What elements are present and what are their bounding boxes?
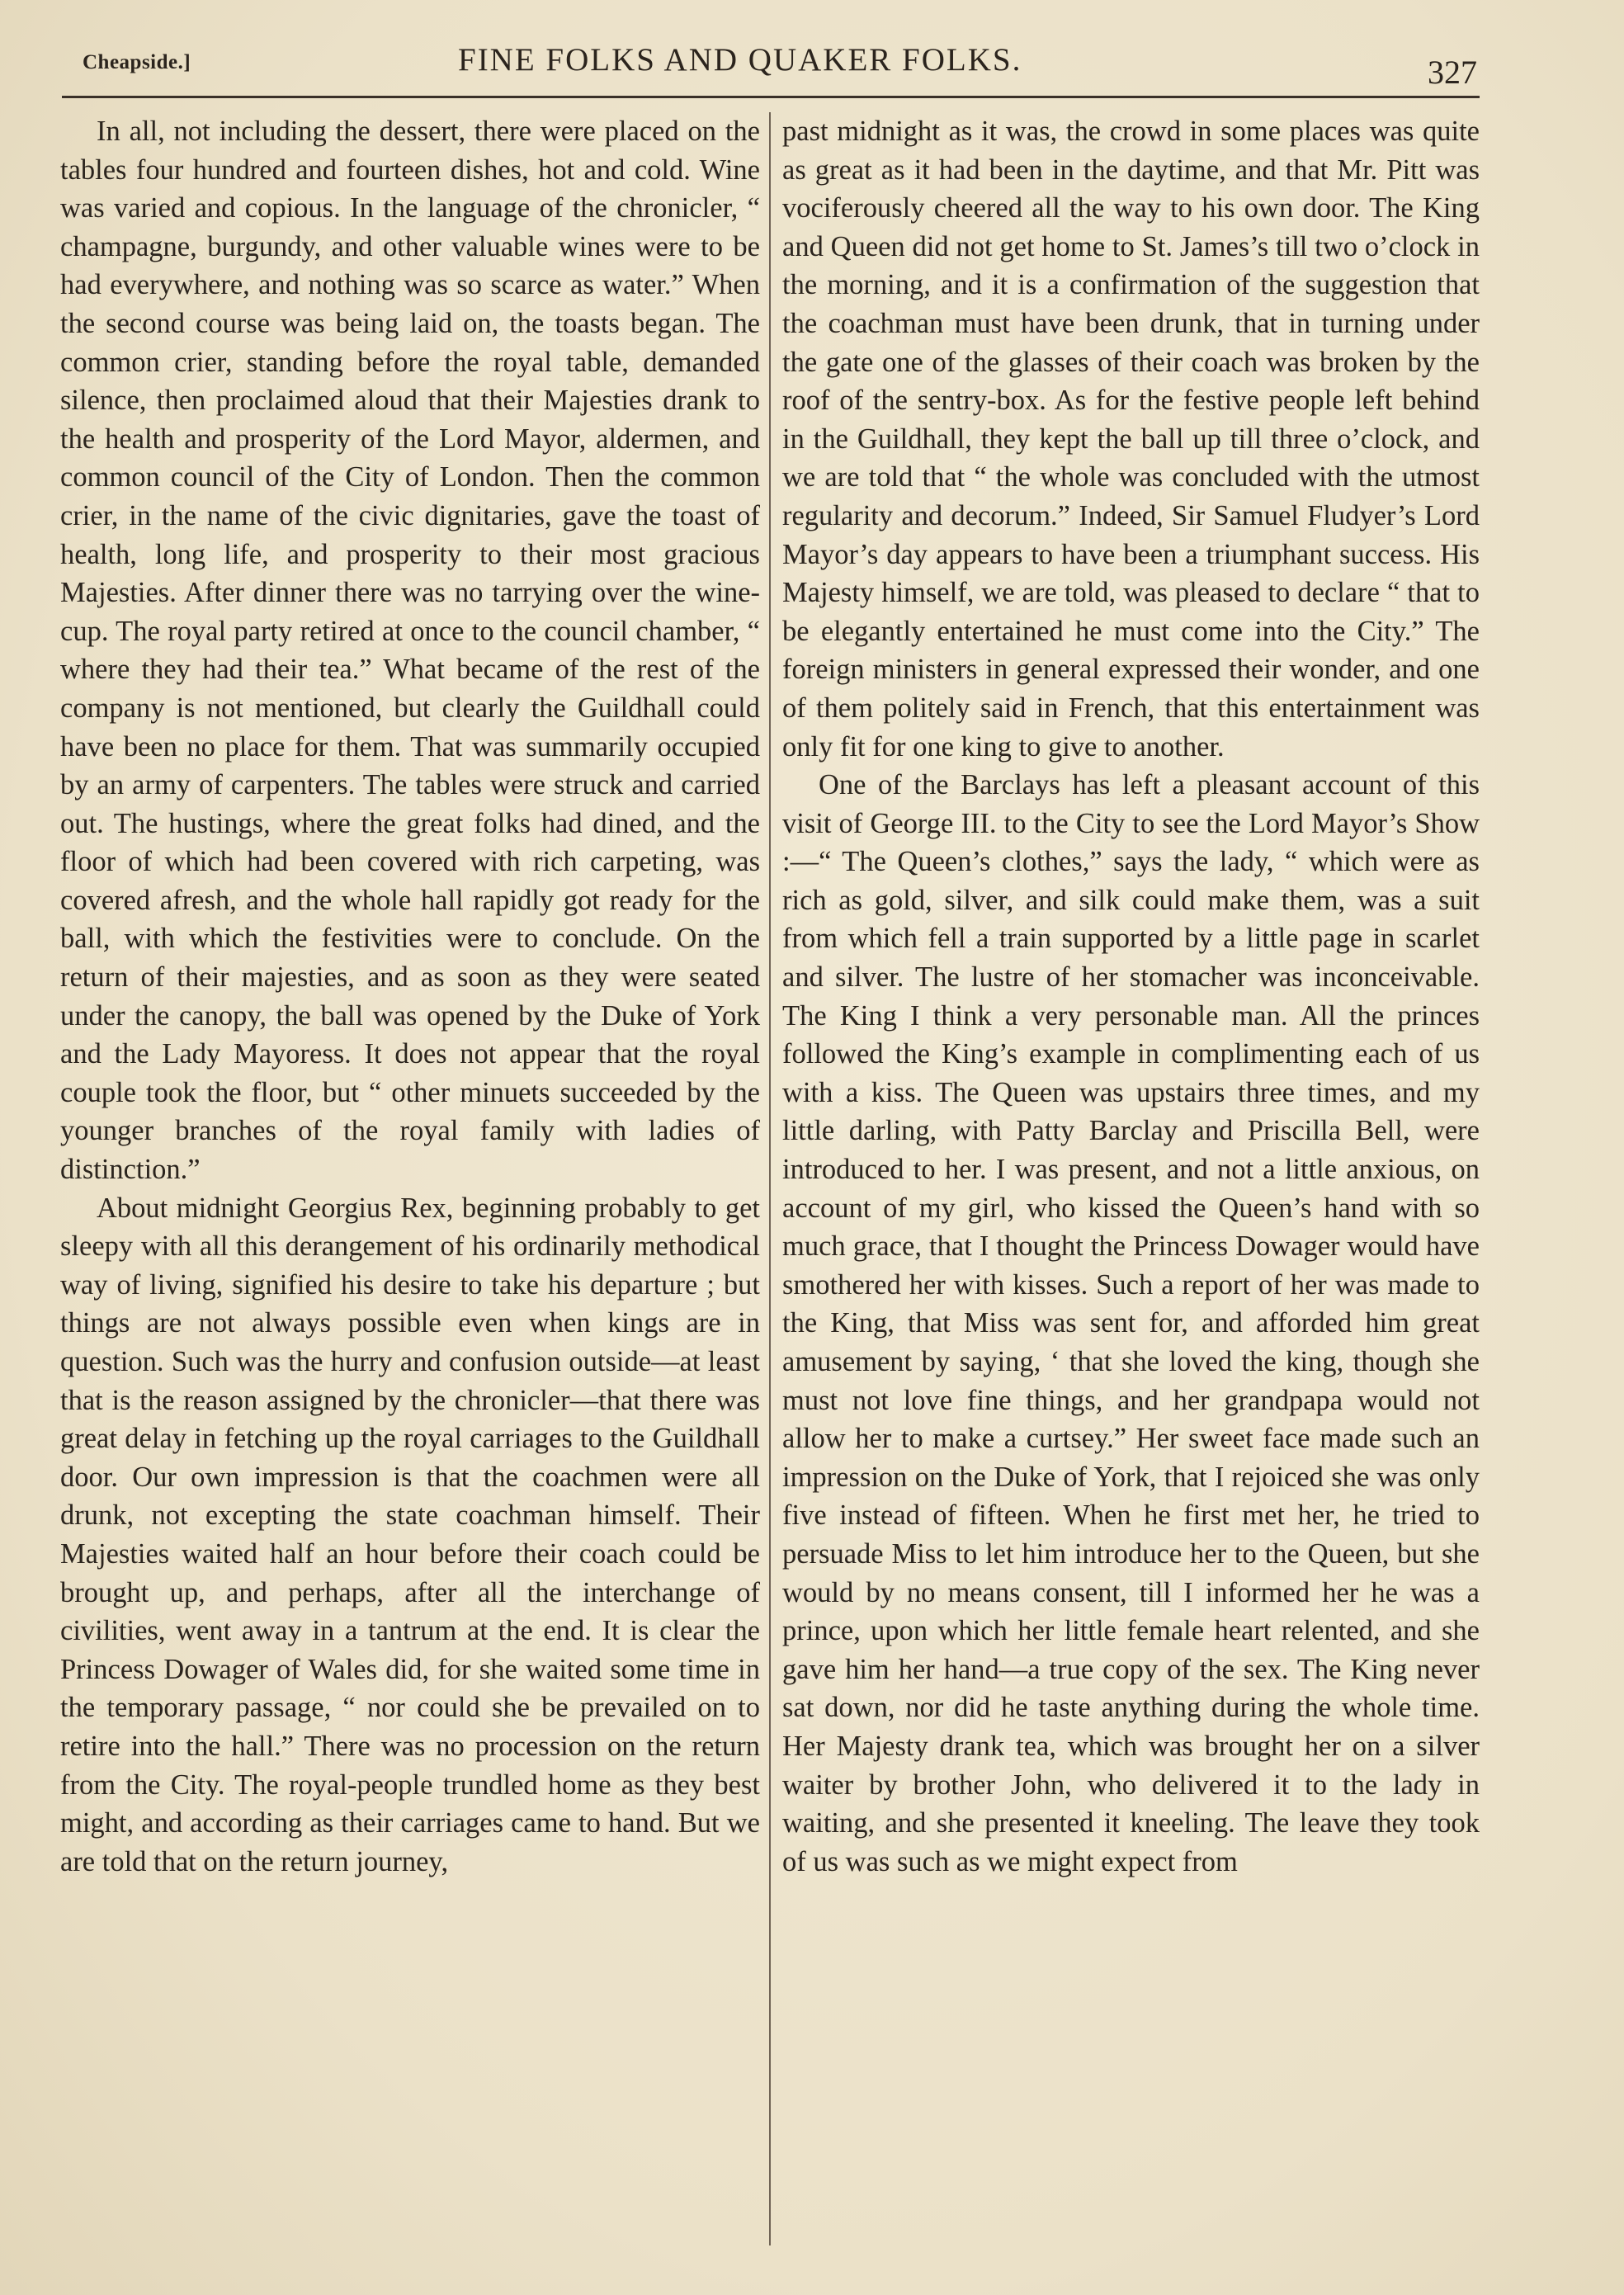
left-column (60, 112, 760, 1881)
right-column (782, 112, 1480, 1881)
header-rule (62, 96, 1480, 98)
column-divider (769, 112, 771, 2245)
paragraph: One of the Barclays has left a pleasant account of this visit of George III. to the City to see the Lord Mayor’s Show :—“ The Queen’s clothes,” says the lady, “ which were as rich as gold, silver, and silk could make them, was a suit from which fell a train supported by a little page in scarlet and silver. The lustre of her stomacher was inconceivable. The King I think a very personable man. All the princes followed the King’s example in complimenting each of us with a kiss. The Queen was upstairs three times, and my little darling, with Patty Barclay and Priscilla Bell, were introduced to her. I was present, and not a little anxious, on account of my girl, who kissed the Queen’s hand with so much grace, that I thought the Princess Dowager would have smothered her with kisses. Such a report of her was made to the King, that Miss was sent for, and afforded him great amusement by saying, ‘ that she loved the king, though she must not love fine things, and her grandpapa would not allow her to make a curtsey.” Her sweet face made such an impression on the Duke of York, that I rejoiced she was only five instead of fifteen. When he first met her, he tried to persuade Miss to let him introduce her to the Queen, but she would by no means consent, till I informed her he was a prince, upon which her little female heart relented, and she gave him her hand—a true copy of the sex. The King never sat down, nor did he taste anything during the whole time. Her Majesty drank tea, which was brought her on a silver waiter by brother John, who delivered it to the lady in waiting, and she presented it kneeling. The leave they took of us was such as we might expect from (782, 769, 1480, 1877)
paragraph: past midnight as it was, the crowd in some places was quite as great as it had been in the daytime, and that Mr. Pitt was vociferously cheered all the way to his own door. The King and Queen did not get home to St. James’s till two o’clock in the morning, and it is a confirmation of the suggestion that the coachman must have been drunk, that in turning under the gate one of the glasses of their coach was broken by the roof of the sentry-box. As for the festive people left behind in the Guildhall, they kept the ball up till three o’clock, and we are told that “ the whole was concluded with the utmost regularity and decorum.” Indeed, Sir Samuel Fludyer’s Lord Mayor’s day appears to have been a triumphant success. His Majesty himself, we are told, was pleased to declare “ that to be elegantly entertained he must come into the City.” The foreign ministers in general expressed their wonder, and one of them politely said in French, that this entertainment was only fit for one king to give to another. (782, 116, 1480, 763)
running-title: FINE FOLKS AND QUAKER FOLKS. (458, 42, 1022, 78)
paragraph: About midnight Georgius Rex, beginning probably to get sleepy with all this derangement of his ordinarily methodical way of living, signified his desire to take his departure ; but things are not always possible even when kings are in question. Such was the hurry and confusion outside—at least that is the reason assigned by the chronicler—that there was great delay in fetching up the royal carriages to the Guildhall door. Our own impression is that the coachmen were all drunk, not excepting the state coachman himself. Their Majesties waited half an hour before their coach could be brought up, and perhaps, after all the interchange of civilities, went away in a tantrum at the end. It is clear the Princess Dowager of Wales did, for she waited some time in the temporary passage, “ nor could she be prevailed on to retire into the hall.” There was no procession on the return from the City. The royal-people trundled home as they best might, and according as their carriages came to hand. But we are told that on the return journey, (60, 1192, 760, 1877)
page-header (83, 40, 1477, 97)
running-head-left: Cheapside.] (83, 51, 191, 73)
paragraph: In all, not including the dessert, there were placed on the tables four hundred and fourteen dishes, hot and cold. Wine was varied and copious. In the language of the chronicler, “ champagne, burgundy, and other valuable wines were to be had everywhere, and nothing was so scarce as water.” When the second course was being laid on, the toasts began. The common crier, standing before the royal table, demanded silence, then proclaimed aloud that their Majesties drank to the health and prosperity of the Lord Mayor, aldermen, and common council of the City of London. Then the common crier, in the name of the civic dignitaries, gave the toast of health, long life, and prosperity to their most gracious Majesties. After dinner there was no tarrying over the wine-cup. The royal party retired at once to the council chamber, “ where they had their tea.” What became of the rest of the company is not mentioned, but clearly the Guildhall could have been no place for them. That was summarily occupied by an army of carpenters. The tables were struck and carried out. The hustings, where the great folks had dined, and the floor of which had been covered with rich carpeting, was covered afresh, and the whole hall rapidly got ready for the ball, with which the festivities were to conclude. On the return of their majesties, and as soon as they were seated under the canopy, the ball was opened by the Duke of York and the Lady Mayoress. It does not appear that the royal couple took the floor, but “ other minuets succeeded by the younger branches of the royal family with ladies of distinction.” (60, 116, 760, 1186)
page-number: 327 (1428, 54, 1477, 91)
